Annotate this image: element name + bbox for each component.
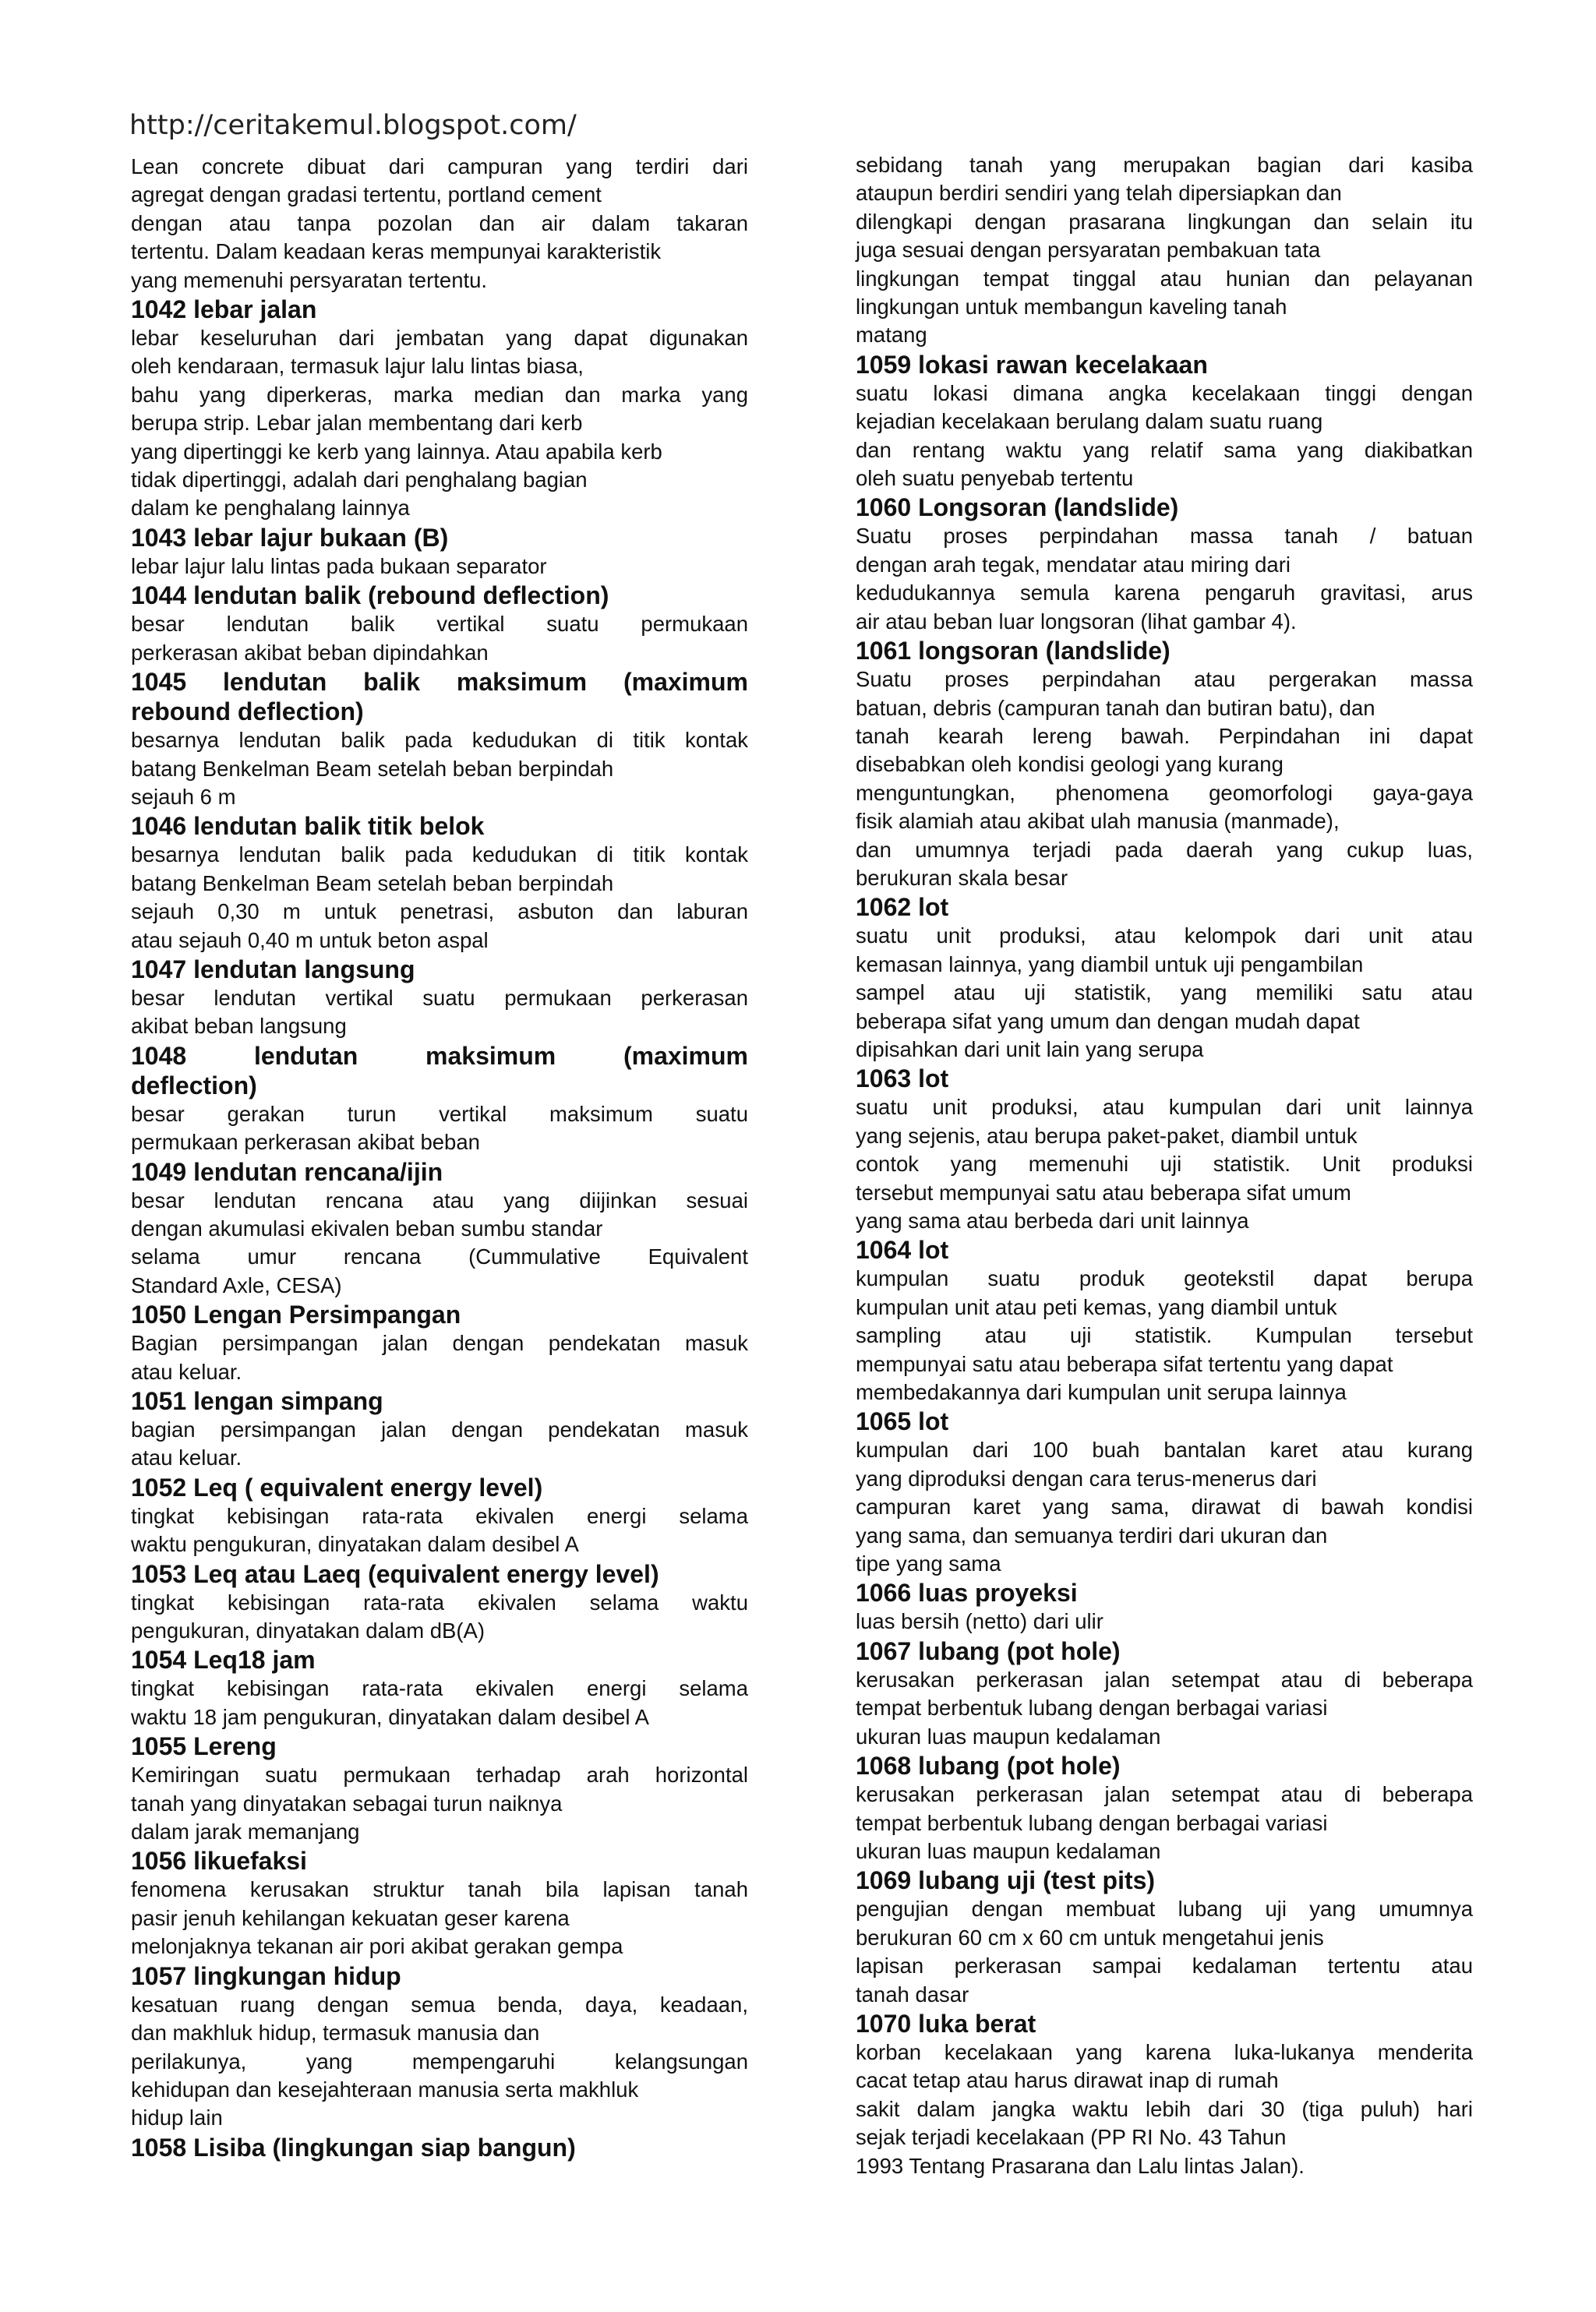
entry-text-line: dalam jarak memanjang: [131, 1820, 360, 1844]
entry-text-line: kumpulan dari 100 buah bantalan karet atau kurang: [856, 1438, 1473, 1463]
entry-heading: 1046 lendutan balik titik belok: [131, 812, 485, 841]
entry-text-line: kedudukannya semula karena pengaruh gravitasi, arus: [856, 581, 1473, 605]
entry-text-line: melonjaknya tekanan air pori akibat gerakan gempa: [131, 1934, 623, 1959]
entry-text-line: bagian persimpangan jalan dengan pendekatan masuk: [131, 1417, 748, 1442]
entry-text-line: dan umumnya terjadi pada daerah yang cukup luas,: [856, 837, 1473, 862]
entry-text-line: perilakunya, yang mempengaruhi kelangsungan: [131, 2049, 748, 2074]
entry-heading: 1066 luas proyeksi: [856, 1579, 1078, 1608]
entry-text-line: suatu unit produksi, atau kelompok dari unit atau: [856, 923, 1473, 948]
entry-text-line: cacat tetap atau harus dirawat inap di rumah: [856, 2068, 1279, 2093]
entry-text-line: fisik alamiah atau akibat ulah manusia (manmade),: [856, 809, 1340, 834]
entry-text-line: dengan akumulasi ekivalen beban sumbu standar: [131, 1216, 603, 1241]
entry-text-line: Standard Axle, CESA): [131, 1272, 342, 1297]
entry-text-line: kehidupan dan kesejahteraan manusia serta makhluk: [131, 2077, 639, 2102]
entry-text-line: perkerasan akibat beban dipindahkan: [131, 640, 489, 665]
entry-text-line: mempunyai satu atau beberapa sifat tertentu yang dapat: [856, 1351, 1393, 1376]
entry-heading: 1064 lot: [856, 1236, 949, 1265]
entry-text-line: tingkat kebisingan rata-rata ekivalen energi selama: [131, 1676, 748, 1701]
entry-text-line: besar lendutan rencana atau yang diijinkan sesuai: [131, 1188, 748, 1212]
entry-text-line: Kemiringan suatu permukaan terhadap arah horizontal: [131, 1763, 748, 1788]
entry-text-line: air atau beban luar longsoran (lihat gambar 4).: [856, 609, 1297, 634]
entry-heading: 1053 Leq atau Laeq (equivalent energy level): [131, 1559, 659, 1588]
entry-text-line: besarnya lendutan balik pada kedudukan di titik kontak: [131, 728, 748, 753]
entry-text-line: tingkat kebisingan rata-rata ekivalen energi selama: [131, 1503, 748, 1528]
entry-heading: 1070 luka berat: [856, 2009, 1036, 2038]
entry-text-line: batang Benkelman Beam setelah beban berpindah: [131, 870, 614, 895]
entry-text-line: atau sejauh 0,40 m untuk beton aspal: [131, 927, 489, 952]
entry-text-line: kumpulan unit atau peti kemas, yang diambil untuk: [856, 1294, 1337, 1319]
entry-text-line: 1993 Tentang Prasarana dan Lalu lintas Jalan).: [856, 2153, 1305, 2178]
entry-heading: 1059 lokasi rawan kecelakaan: [856, 350, 1208, 379]
entry-text-line: sejauh 0,30 m untuk penetrasi, asbuton dan laburan: [131, 899, 748, 924]
entry-text-line: tanah kearah lereng bawah. Perpindahan ini dapat: [856, 723, 1473, 748]
entry-heading: 1068 lubang (pot hole): [856, 1752, 1121, 1781]
entry-text-line: Suatu proses perpindahan atau pergerakan massa: [856, 667, 1473, 692]
entry-heading: 1045 lendutan balik maksimum (maximum: [131, 668, 748, 697]
entry-text-line: berupa strip. Lebar jalan membentang dari kerb: [131, 411, 583, 436]
entry-text-line: berukuran 60 cm x 60 cm untuk mengetahui jenis: [856, 1925, 1324, 1950]
entry-text-line: besar gerakan turun vertikal maksimum suatu: [131, 1101, 748, 1126]
entry-text-line: pasir jenuh kehilangan kekuatan geser karena: [131, 1905, 570, 1930]
entry-text-line: tempat berbentuk lubang dengan berbagai variasi: [856, 1696, 1328, 1721]
entry-text-line: kesatuan ruang dengan semua benda, daya, keadaan,: [131, 1992, 748, 2017]
entry-text-line: kejadian kecelakaan berulang dalam suatu ruang: [856, 409, 1323, 434]
entry-text-line: yang diproduksi dengan cara terus-menerus dari: [856, 1466, 1317, 1491]
entry-heading: 1056 likuefaksi: [131, 1847, 307, 1876]
entry-heading: 1047 lendutan langsung: [131, 955, 415, 983]
entry-text-line: waktu 18 jam pengukuran, dinyatakan dalam desibel A: [131, 1704, 650, 1729]
entry-text-line: dipisahkan dari unit lain yang serupa: [856, 1036, 1204, 1061]
entry-text-line: lebar lajur lalu lintas pada bukaan separator: [131, 553, 547, 578]
entry-text-line: sebidang tanah yang merupakan bagian dari kasiba: [856, 153, 1473, 177]
entry-text-line: bahu yang diperkeras, marka median dan marka yang: [131, 382, 748, 407]
entry-text-line: besar lendutan balik vertikal suatu permukaan: [131, 612, 748, 637]
entry-heading: 1069 lubang uji (test pits): [856, 1866, 1156, 1895]
entry-text-line: sampling atau uji statistik. Kumpulan tersebut: [856, 1323, 1473, 1348]
entry-text-line: tingkat kebisingan rata-rata ekivalen selama waktu: [131, 1590, 748, 1615]
entry-text-line: dalam ke penghalang lainnya: [131, 496, 410, 521]
entry-heading: 1048 lendutan maksimum (maximum: [131, 1041, 748, 1070]
right-column: [856, 151, 1473, 2180]
entry-text-line: dengan atau tanpa pozolan dan air dalam takaran: [131, 210, 748, 235]
entry-text-line: batang Benkelman Beam setelah beban berpindah: [131, 756, 614, 781]
entry-text-line: berukuran skala besar: [856, 865, 1068, 890]
entry-text-line: sakit dalam jangka waktu lebih dari 30 (tiga puluh) hari: [856, 2096, 1473, 2121]
entry-text-line: Bagian persimpangan jalan dengan pendekatan masuk: [131, 1331, 748, 1356]
entry-heading: 1042 lebar jalan: [131, 295, 317, 324]
entry-text-line: kumpulan suatu produk geotekstil dapat berupa: [856, 1266, 1473, 1291]
entry-heading: deflection): [131, 1071, 257, 1100]
entry-text-line: tempat berbentuk lubang dengan berbagai variasi: [856, 1810, 1328, 1835]
entry-text-line: sejak terjadi kecelakaan (PP RI No. 43 Tahun: [856, 2125, 1287, 2150]
entry-text-line: fenomena kerusakan struktur tanah bila lapisan tanah: [131, 1877, 748, 1902]
entry-text-line: tidak dipertinggi, adalah dari penghalang bagian: [131, 468, 588, 492]
entry-text-line: campuran karet yang sama, dirawat di bawah kondisi: [856, 1495, 1473, 1520]
entry-text-line: suatu lokasi dimana angka kecelakaan tinggi dengan: [856, 380, 1473, 405]
entry-text-line: lapisan perkerasan sampai kedalaman tertentu atau: [856, 1954, 1473, 1978]
entry-text-line: besarnya lendutan balik pada kedudukan di titik kontak: [131, 842, 748, 867]
entry-text-line: contok yang memenuhi uji statistik. Unit produksi: [856, 1152, 1473, 1177]
entry-text-line: waktu pengukuran, dinyatakan dalam desibel A: [131, 1532, 579, 1557]
entry-text-line: besar lendutan vertikal suatu permukaan perkerasan: [131, 985, 748, 1010]
entry-text-line: pengujian dengan membuat lubang uji yang umumnya: [856, 1897, 1473, 1922]
entry-text-line: dengan arah tegak, mendatar atau miring dari: [856, 552, 1291, 577]
entry-text-line: selama umur rencana (Cummulative Equivalent: [131, 1244, 748, 1269]
entry-text-line: dan rentang waktu yang relatif sama yang diakibatkan: [856, 437, 1473, 462]
entry-text-line: kerusakan perkerasan jalan setempat atau di beberapa: [856, 1782, 1473, 1807]
entry-heading: 1063 lot: [856, 1064, 949, 1093]
entry-text-line: kemasan lainnya, yang diambil untuk uji pengambilan: [856, 951, 1364, 976]
entry-text-line: akibat beban langsung: [131, 1014, 347, 1039]
entry-text-line: membedakannya dari kumpulan unit serupa lainnya: [856, 1380, 1347, 1405]
entry-text-line: batuan, debris (campuran tanah dan butiran batu), dan: [856, 695, 1375, 720]
entry-text-line: menguntungkan, phenomena geomorfologi gaya-gaya: [856, 780, 1473, 805]
entry-heading: 1067 lubang (pot hole): [856, 1636, 1121, 1665]
entry-text-line: disebabkan oleh kondisi geologi yang kurang: [856, 752, 1284, 777]
entry-heading: 1049 lendutan rencana/ijin: [131, 1157, 443, 1186]
entry-text-line: tanah yang dinyatakan sebagai turun naiknya: [131, 1791, 563, 1816]
entry-text-line: luas bersih (netto) dari ulir: [856, 1609, 1103, 1634]
header-url: http://ceritakemul.blogspot.com/: [129, 110, 577, 141]
entry-heading: rebound deflection): [131, 697, 364, 726]
entry-text-line: lingkungan untuk membangun kaveling tanah: [856, 295, 1287, 319]
entry-heading: 1060 Longsoran (landslide): [856, 493, 1179, 522]
entry-heading: 1061 longsoran (landslide): [856, 637, 1171, 665]
left-column: [131, 153, 748, 2162]
entry-text-line: lebar keseluruhan dari jembatan yang dapat digunakan: [131, 326, 748, 351]
entry-heading: 1058 Lisiba (lingkungan siap bangun): [131, 2133, 576, 2162]
entry-heading: 1052 Leq ( equivalent energy level): [131, 1473, 543, 1502]
entry-text-line: hidup lain: [131, 2106, 223, 2130]
entry-heading: 1055 Lereng: [131, 1732, 277, 1761]
entry-text-line: yang sejenis, atau berupa paket-paket, diambil untuk: [856, 1123, 1358, 1148]
entry-text-line: atau keluar.: [131, 1359, 242, 1384]
entry-text-line: yang dipertinggi ke kerb yang lainnya. Atau apabila kerb: [131, 439, 662, 464]
entry-text-line: atau keluar.: [131, 1445, 242, 1470]
entry-text-line: juga sesuai dengan persyaratan pembakuan tata: [856, 238, 1321, 263]
entry-text-line: suatu unit produksi, atau kumpulan dari unit lainnya: [856, 1095, 1473, 1120]
entry-text-line: kerusakan perkerasan jalan setempat atau di beberapa: [856, 1667, 1473, 1692]
entry-text-line: Suatu proses perpindahan massa tanah / batuan: [856, 524, 1473, 549]
entry-text-line: oleh kendaraan, termasuk lajur lalu lintas biasa,: [131, 354, 584, 379]
entry-text-line: ataupun berdiri sendiri yang telah dipersiapkan dan: [856, 181, 1342, 206]
entry-text-line: beberapa sifat yang umum dan dengan mudah dapat: [856, 1008, 1360, 1033]
entry-text-line: tanah dasar: [856, 1982, 969, 2007]
entry-text-line: sampel atau uji statistik, yang memiliki satu atau: [856, 980, 1473, 1005]
entry-text-line: yang memenuhi persyaratan tertentu.: [131, 267, 488, 292]
entry-text-line: yang sama atau berbeda dari unit lainnya: [856, 1209, 1249, 1233]
entry-heading: 1043 lebar lajur bukaan (B): [131, 523, 449, 552]
entry-text-line: korban kecelakaan yang karena luka-lukanya menderita: [856, 2039, 1473, 2064]
entry-text-line: lingkungan tempat tinggal atau hunian dan pelayanan: [856, 266, 1473, 291]
entry-text-line: tersebut mempunyai satu atau beberapa sifat umum: [856, 1180, 1351, 1205]
entry-text-line: ukuran luas maupun kedalaman: [856, 1724, 1161, 1749]
entry-heading: 1050 Lengan Persimpangan: [131, 1301, 461, 1329]
entry-text-line: Lean concrete dibuat dari campuran yang terdiri dari: [131, 154, 748, 178]
entry-text-line: tipe yang sama: [856, 1551, 1001, 1576]
entry-heading: 1057 lingkungan hidup: [131, 1961, 401, 1990]
entry-text-line: pengukuran, dinyatakan dalam dB(A): [131, 1618, 486, 1643]
entry-heading: 1062 lot: [856, 893, 949, 922]
entry-heading: 1065 lot: [856, 1407, 949, 1436]
entry-text-line: tertentu. Dalam keadaan keras mempunyai karakteristik: [131, 239, 662, 264]
entry-text-line: permukaan perkerasan akibat beban: [131, 1130, 480, 1155]
entry-heading: 1051 lengan simpang: [131, 1387, 383, 1415]
entry-text-line: sejauh 6 m: [131, 784, 236, 809]
entry-heading: 1044 lendutan balik (rebound deflection): [131, 581, 609, 610]
entry-text-line: matang: [856, 323, 927, 348]
entry-heading: 1054 Leq18 jam: [131, 1646, 316, 1675]
entry-text-line: yang sama, dan semuanya terdiri dari ukuran dan: [856, 1523, 1328, 1548]
entry-text-line: ukuran luas maupun kedalaman: [856, 1838, 1161, 1863]
entry-text-line: dilengkapi dengan prasarana lingkungan dan selain itu: [856, 209, 1473, 234]
entry-text-line: dan makhluk hidup, termasuk manusia dan: [131, 2021, 540, 2046]
entry-text-line: oleh suatu penyebab tertentu: [856, 466, 1134, 491]
entry-text-line: agregat dengan gradasi tertentu, portland cement: [131, 182, 602, 207]
